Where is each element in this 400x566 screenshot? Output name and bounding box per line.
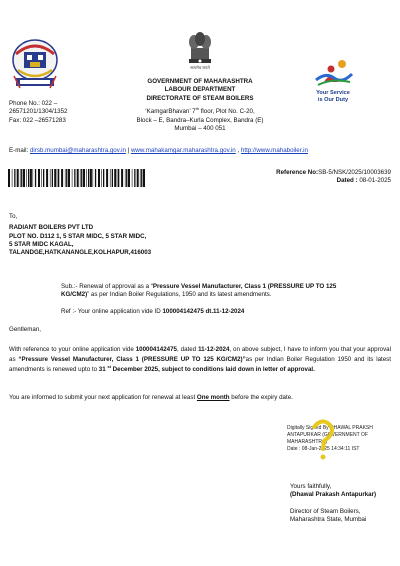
signature-date: Date : 08-Jan-2025 14:34:11 IST — [287, 446, 360, 452]
addressee-line-4: TALANDGE,HATKANANGLE,KOLHAPUR,416003 — [9, 249, 152, 257]
signatory-name: (Dhawal Prakash Antapurkar) — [290, 491, 377, 499]
subject-line: Sub.:- Renewal of approval as a “Pressure Vessel Manufacturer, Class 1 (PRESSURE UP TO 125 KG/CM2)” as per Indian Boiler Regulations, 1950 and its latest amendments. — [61, 283, 337, 299]
signature-verified-mark-icon — [308, 419, 336, 463]
signature-line-3: MAHARASHTRA) — [287, 439, 328, 445]
addressee-block — [9, 213, 309, 258]
service-duty-caption: Your Service is Our Duty — [316, 90, 350, 103]
government-name: GOVERNMENT OF MAHARASHTRA — [147, 78, 253, 85]
closing-phrase: Yours faithfully, — [290, 483, 332, 490]
closing-block — [290, 483, 390, 524]
barcode-icon — [8, 169, 148, 187]
renewal-instruction: You are informed to submit your next application for renewal at least One month before the expiry date. — [9, 394, 293, 401]
addressee-line-3: 5 STAR MIDC KAGAL, — [9, 241, 74, 249]
contact-line: E-mail: dirsb.mumbai@maharashtra.gov.in | www.mahakamgar.maharashtra.gov.in , http://www.mahaboiler.in — [9, 147, 308, 154]
service-duty-logo-icon — [312, 58, 354, 88]
steam-boilers-logo-icon — [10, 36, 60, 94]
directorate-name: DIRECTORATE OF STEAM BOILERS — [146, 94, 254, 102]
website-link-mahaboiler[interactable]: http://www.mahaboiler.in — [240, 147, 308, 154]
addressee-line-2: PLOT NO. D112 1, 5 STAR MIDC, 5 STAR MIDC, — [9, 232, 147, 240]
address-line-2: Block – E, Bandra–Kurla Complex, Bandra (E) — [136, 116, 264, 124]
emblem-motto: सत्यमेव जयते — [190, 65, 210, 70]
digital-signature-block — [287, 425, 387, 453]
phone-line: Phone No.: 022 – — [9, 100, 58, 107]
website-link-mahakamgar[interactable]: www.mahakamgar.maharashtra.gov.in — [130, 147, 236, 154]
government-header — [100, 78, 300, 133]
fax-line: Fax: 022 –26571283 — [9, 116, 66, 124]
signature-line-1: Digitally Signed By DHAWAL PRAKSH — [287, 425, 373, 431]
reference-block — [210, 169, 391, 186]
email-link[interactable]: dirsb.mumbai@maharashtra.gov.in — [29, 147, 126, 154]
ashoka-emblem-icon — [184, 30, 216, 74]
body-paragraph: With reference to your online application vide 100004142475, dated 11-12-2024, on above subject, I have to inform you that your approval as “Pressure Vessel Manufacturer, Class 1 (PRESSURE UP TO 125 KG/CM2)”as per Indian Boiler Regulation 1950 and its latest amendments is renewed upto to 31 $^{st}$ December 2025, subject to conditions laid down in letter of approval. — [9, 346, 391, 374]
signature-line-2: ANTAPURKAR (GOVERNMENT OF — [287, 432, 368, 438]
to-label: To, — [9, 213, 18, 220]
department-name: LABOUR DEPARTMENT — [164, 86, 236, 94]
address-line-3: Mumbai – 400 051 — [174, 124, 226, 132]
phone-numbers: 26571201/1304/1352 — [9, 108, 68, 116]
reference-number: Reference No:SB-5/NSK/2025/10003639 — [276, 169, 391, 176]
address-line-1: ‘KamgarBhavan’ 7th floor, Plot No. C-20, — [145, 106, 255, 116]
reference-line: Ref :- Your online application vide ID 100004142475 dt.11-12-2024 — [61, 308, 245, 315]
signatory-title-2: Maharashtra State, Mumbai — [290, 516, 367, 524]
signatory-title-1: Director of Steam Boilers, — [290, 507, 361, 515]
salutation: Gentleman, — [9, 326, 41, 333]
reference-date: Dated : 08-01-2025 — [336, 177, 391, 185]
addressee-line-1: RADIANT BOILERS PVT LTD — [9, 224, 94, 232]
